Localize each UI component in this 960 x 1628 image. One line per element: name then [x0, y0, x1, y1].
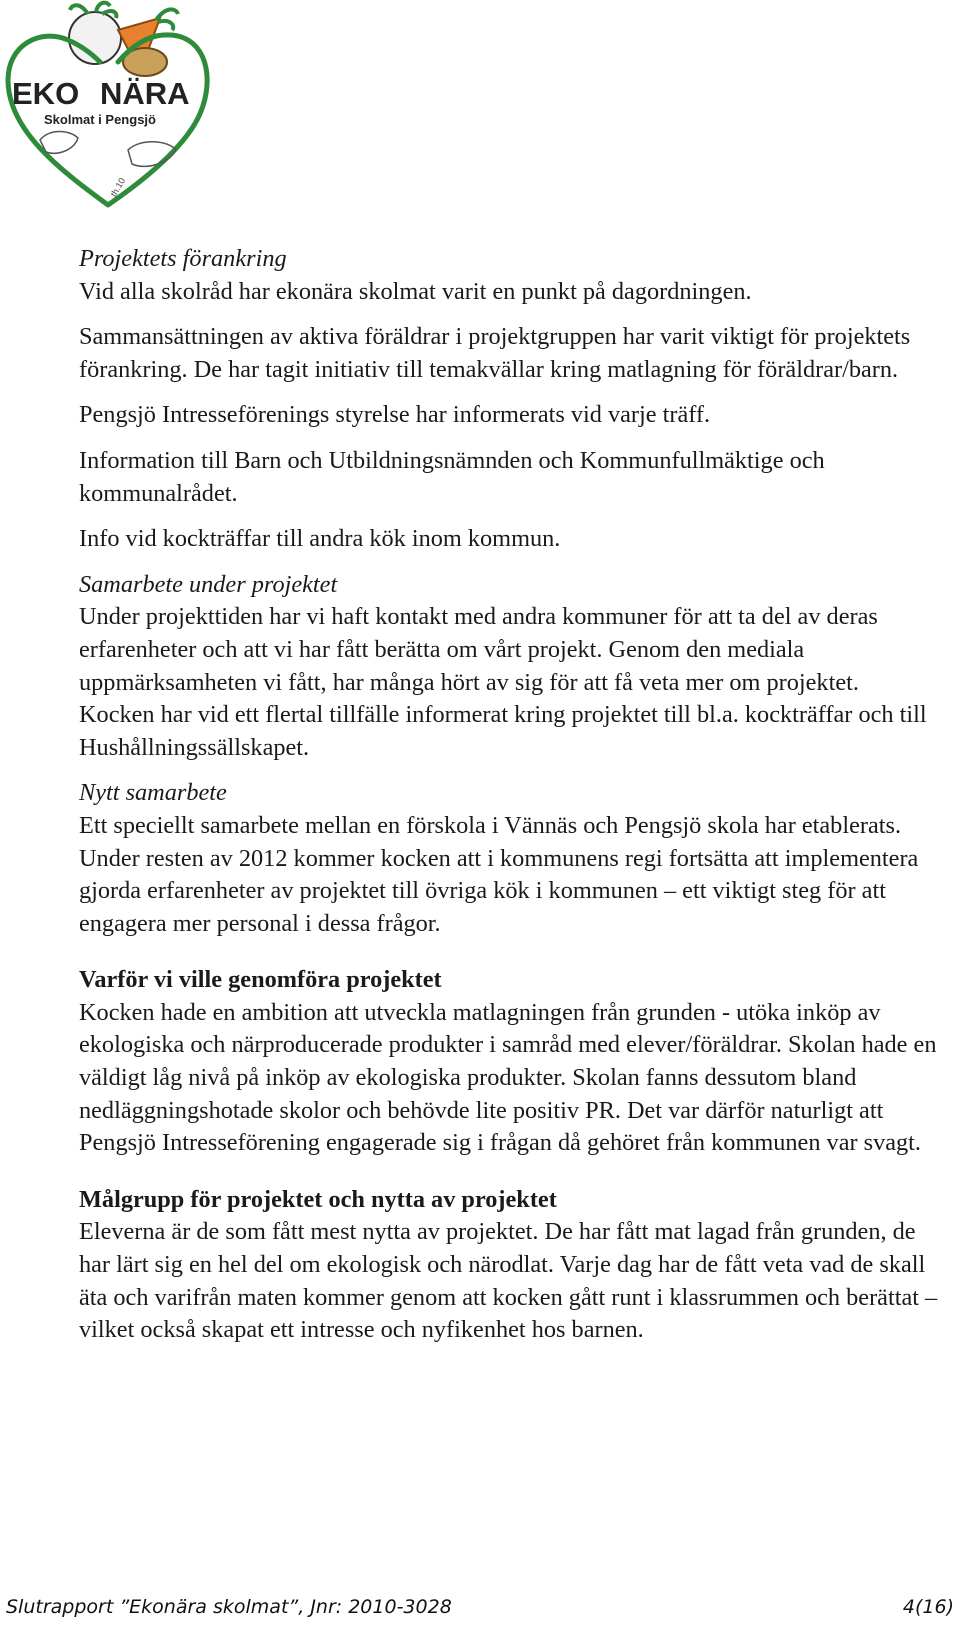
- logo-nara: NÄRA: [100, 76, 190, 111]
- logo-eko: EKO: [12, 76, 80, 111]
- heading-malgrupp: Målgrupp för projektet och nytta av projektet: [79, 1185, 557, 1213]
- document-body: [79, 243, 939, 1347]
- page-footer: [0, 1596, 960, 1628]
- paragraph: Vid alla skolråd har ekonära skolmat varit en punkt på dagordningen.: [79, 277, 752, 305]
- footer-text: Slutrapport ”Ekonära skolmat”, Jnr: 2010-3028: [6, 1596, 452, 1618]
- subheading-samarbete: Samarbete under projektet: [79, 570, 338, 598]
- paragraph: Info vid kockträffar till andra kök inom kommun.: [79, 525, 561, 553]
- heading-varfor: Varför vi ville genomföra projektet: [79, 966, 442, 994]
- paragraph: Kocken hade en ambition att utveckla matlagningen från grunden - utöka inköp av ekologiska och närproducerade produkter i samråd med elever/föräldrar. Skolan hade en väldigt låg nivå på inköp av ekologiska produkter. Skolan fanns dessutom bland nedläggningshotade skolor och behövde lite positiv PR. Det var därför naturligt att Pengsjö Intresseförening engagerade sig i frågan då gehöret från kommunen var svagt.: [79, 998, 937, 1157]
- eko-nara-logo: [0, 0, 218, 218]
- page-number: 4(16): [902, 1596, 954, 1618]
- paragraph: Information till Barn och Utbildningsnämnden och Kommunfullmäktige och kommunalrådet.: [79, 446, 825, 507]
- paragraph: Pengsjö Intresseförenings styrelse har informerats vid varje träff.: [79, 401, 711, 429]
- paragraph: Eleverna är de som fått mest nytta av projektet. De har fått mat lagad från grunden, de har lärt sig en hel del om ekologisk och närodlat. Varje dag har de fått veta vad de skall äta och varifrån maten kommer genom att kocken gått runt i klassrummen och berättat – vilket också skapat ett intresse och nyfikenhet hos barnen.: [79, 1218, 938, 1344]
- subheading-nytt-samarbete: Nytt samarbete: [79, 779, 227, 807]
- paragraph: Ett speciellt samarbete mellan en förskola i Vännäs och Pengsjö skola har etablerats. Under resten av 2012 kommer kocken att i kommunens regi fortsätta att implementera gjorda erfarenheter av projektet till övriga kök i kommunen – ett viktigt steg för att engagera mer personal i dessa frågor.: [79, 811, 919, 937]
- logo-subtitle: Skolmat i Pengsjö: [44, 112, 156, 127]
- subheading-forankring: Projektets förankring: [79, 245, 287, 272]
- vegetable-illustration: [69, 3, 178, 76]
- paragraph: Sammansättningen av aktiva föräldrar i projektgruppen har varit viktigt för projektets förankring. De har tagit initiativ till temakvällar kring matlagning för föräldrar/barn.: [79, 323, 911, 383]
- logo-mark: th.10: [108, 176, 128, 199]
- paragraph: Under projekttiden har vi haft kontakt med andra kommuner för att ta del av deras erfarenheter och att vi har fått berätta om vårt projekt. Genom den mediala uppmärksamheten vi fått, har många hört av sig för att få veta mer om projektet. Kocken har vid ett flertal tillfälle informerat kring projektet till bl.a. kockträffar och till Hushållningssällskapet.: [79, 603, 927, 761]
